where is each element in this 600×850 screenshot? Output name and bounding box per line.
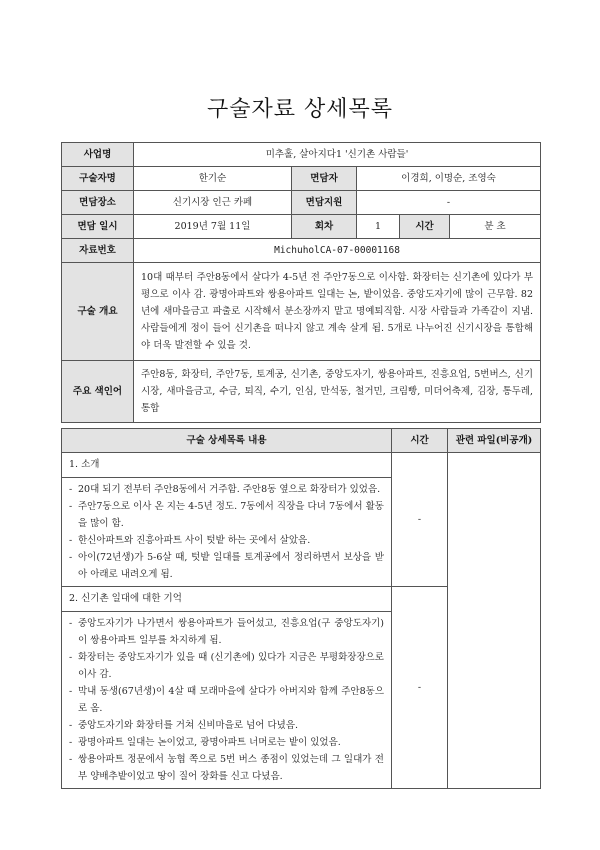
- interview-info-table: [61, 142, 541, 423]
- keywords-row: [62, 361, 541, 423]
- date-value: 2019년 7월 11일: [134, 215, 292, 239]
- keywords-label: 주요 색인어: [62, 361, 134, 423]
- content-column-header: 구술 상세목록 내용: [62, 429, 392, 453]
- id-row: [62, 239, 541, 263]
- list-item: - 한신아파트와 진흥아파트 사이 텃밭 하는 곳에서 살았음.: [69, 535, 311, 546]
- section-time: -: [392, 587, 448, 789]
- date-row: [62, 215, 541, 239]
- id-label: 자료번호: [62, 239, 134, 263]
- list-item: - 주안7동으로 이사 온 지는 4-5년 정도. 7동에서 직장을 다녀 7동에서 활동을 많이 함.: [69, 501, 384, 529]
- support-label: 면담지원: [292, 191, 357, 215]
- section-items: [62, 612, 392, 789]
- keywords-value: 주안8동, 화장터, 주안7동, 토계공, 신기촌, 중앙도자기, 쌍용아파트, 진흥요업, 5번버스, 신기시장, 새마을금고, 수금, 퇴직, 수기, 인심, 만석동, 철거민, 크림빵, 미더어축제, 김장, 통두레, 통합: [134, 361, 541, 423]
- interviewer-label: 면담자: [292, 167, 357, 191]
- list-item: - 중앙도자기와 화장터를 거쳐 신비마을로 넘어 다녔음.: [69, 720, 299, 731]
- list-item: - 화장터는 중앙도자기가 있을 때 (신기촌에) 있다가 지금은 부평화장장으로 이사 감.: [69, 652, 384, 680]
- section-time: -: [392, 453, 448, 587]
- list-item: - 아이(72년생)가 5-6살 때, 텃밭 일대를 토계공에서 정리하면서 보상을 받아 아래로 내려오게 됨.: [69, 552, 384, 580]
- list-item: - 20대 되기 전부터 주안8동에서 거주함. 주안8동 옆으로 화장터가 있었음.: [69, 484, 381, 495]
- summary-label: 구술 개요: [62, 263, 134, 361]
- session-label: 회차: [292, 215, 357, 239]
- interviewer-value: 이경희, 이명순, 조영숙: [357, 167, 541, 191]
- date-label: 면담 일시: [62, 215, 134, 239]
- list-item: - 광명아파트 일대는 논이었고, 광명아파트 너머로는 밭이 있었음.: [69, 737, 341, 748]
- narrator-row: [62, 167, 541, 191]
- place-label: 면담장소: [62, 191, 134, 215]
- narrator-label: 구술자명: [62, 167, 134, 191]
- time-column-header: 시간: [392, 429, 448, 453]
- narrator-value: 한기순: [134, 167, 292, 191]
- project-label: 사업명: [62, 143, 134, 167]
- time-value: 분 초: [450, 215, 541, 239]
- page-title: 구술자료 상세목록: [206, 97, 393, 122]
- list-item: - 막내 동생(67년생)이 4살 때 모래마을에 살다가 아버지와 함께 주안8동으로 옴.: [69, 686, 384, 714]
- section-heading-row: [62, 453, 541, 478]
- detail-header-row: [62, 429, 541, 453]
- time-label: 시간: [400, 215, 450, 239]
- project-row: [62, 143, 541, 167]
- summary-row: [62, 263, 541, 361]
- section-heading: 2. 신기촌 일대에 대한 기억: [62, 587, 392, 612]
- support-value: -: [357, 191, 541, 215]
- list-item: - 중앙도자기가 나가면서 쌍용아파트가 들어섰고, 진흥요업(구 중앙도자기)이 쌍용아파트 일부를 차지하게 됨.: [69, 618, 384, 646]
- detail-table: [61, 428, 541, 789]
- section-heading: 1. 소개: [62, 453, 392, 478]
- session-value: 1: [357, 215, 400, 239]
- place-value: 신기시장 인근 카페: [134, 191, 292, 215]
- related-files-cell: [448, 453, 541, 789]
- id-value: MichuholCA-07-00001168: [134, 239, 541, 263]
- project-value: 미추홀, 살아지다1 '신기촌 사람들': [134, 143, 541, 167]
- files-column-header: 관련 파일(비공개): [448, 429, 541, 453]
- place-row: [62, 191, 541, 215]
- section-items: [62, 478, 392, 587]
- summary-value: 10대 때부터 주안8동에서 살다가 4-5년 전 주안7동으로 이사함. 화장터는 신기촌에 있다가 부평으로 이사 감. 광명아파트와 쌍용아파트 일대는 논, 밭이었음. 중앙도자기에 많이 근무함. 82년에 새마을금고 파출로 시작해서 분소장까지 맡고 명예퇴직함. 시장 사람들과 가족같이 지냄. 사람들에게 정이 들어 신기촌을 떠나지 않고 계속 살게 됨. 5개로 나누어진 신기시장을 통합해야 더욱 발전할 수 있을 것.: [134, 263, 541, 361]
- list-item: - 쌍용아파트 정문에서 농협 쪽으로 5번 버스 종점이 있었는데 그 일대가 전부 양배추밭이었고 땅이 질어 장화를 신고 다녔음.: [69, 754, 384, 782]
